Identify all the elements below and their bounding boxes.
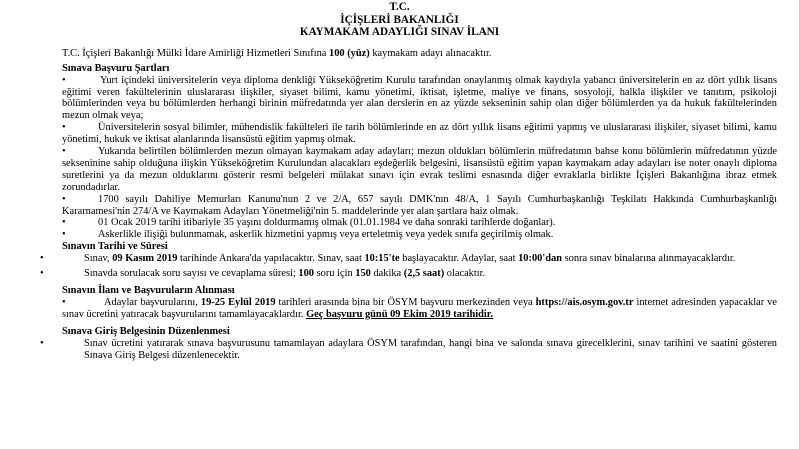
requirement-item: • 01 Ocak 2019 tarihi itibariyle 35 yaşını doldurmamış olmak (01.01.1984 ve daha sonraki tarihlerde doğanlar). [62, 217, 556, 229]
exam-date-item: • Sınav, 09 Kasım 2019 tarihinde Ankara'da yapılacaktır. Sınav, saat 10:15'te başlayacaktır. Adaylar, saat 10:00'dan sonra sınav binalarına alınmayacaklardır. [40, 253, 736, 265]
requirement-item: • Üniversitelerin sosyal bilimler, mühendislik fakülteleri ile tarih bölümlerinde en az dört yıllık lisans eğitimi yapmış ve uluslararası ilişkiler, siyaset bilimi, kamu yönetimi, hukuk ve iktisat alanlarında lisansüstü eğitim yapmış olmak. [62, 122, 777, 146]
section-title-announcement-applications: Sınavın İlanı ve Başvuruların Alınması [62, 285, 235, 296]
document-header [0, 0, 799, 39]
header-line-tc: T.C. [389, 1, 410, 13]
section-title-entry-document: Sınava Giriş Belgesinin Düzenlenmesi [62, 325, 230, 337]
intro-paragraph [0, 39, 799, 60]
section-title-application-requirements: Sınava Başvuru Şartları [62, 62, 170, 74]
header-line-ministry: İÇİŞLERİ BAKANLIĞI [340, 13, 459, 26]
header-line-title: KAYMAKAM ADAYLIĞI SINAV İLANI [299, 26, 500, 39]
exam-duration-item: • Sınavda sorulacak soru sayısı ve cevaplama süresi; 100 soru için 150 dakika (2,5 saat) olacaktır. [40, 268, 486, 280]
requirement-item: • Askerlikle ilişiği bulunmamak, askerlik hizmetini yapmış veya erteletmiş veya yedek sınıfa geçirilmiş olmak. [62, 229, 554, 241]
entry-document-item: • Sınav ücretini yatırarak sınava başvurusunu tamamlayan adaylara ÖSYM tarafından, hangi bina ve salonda sınava girecelklerini, sınav tarihini ve saatini gösteren Sınava Giriş Belgesi düzenlenecektir. [40, 337, 777, 361]
requirement-item: • Yurt içindeki üniversitelerin veya diploma denkliği Yükseköğretim Kurulu tarafından onaylanmış olmak kaydıyla yabancı üniversitelerin en az dört yıllık lisans eğitimi veren fakültelerinin uluslararası ilişkiler, siyaset bilimi, kamu yönetimi, iktisat, işletme, maliye ve finans, sosyoloji, halkla ilişkiler ve tanıtım, psikoloji bölümlerinden veya bu bölümlerden herhangi birinin müfredatında yer alan derslerin en az yüzde sekseninin sahip olan diğer bölümlerden ya da hukuk fakültelerinden mezun olmak veya; [62, 74, 777, 122]
intro-count: 100 (yüz) [329, 47, 370, 59]
osym-website-link[interactable]: https://ais.osym.gov.tr [535, 296, 634, 308]
intro-text-end: kaymakam adayı alınacaktır. [369, 47, 492, 59]
section-title-exam-date: Sınavın Tarihi ve Süresi [62, 241, 168, 253]
intro-text: T.C. İçişleri Bakanlığı Mülki İdare Amirliği Hizmetleri Sınıfına [62, 47, 330, 59]
requirement-item: • 1700 sayılı Dahiliye Memurları Kanunu'nun 2 ve 2/A, 657 sayılı DMK'nın 48/A, 1 Sayılı Cumhurbaşkanlığı Teşkilatı Hakkında Cumhurbaşkanlığı Kararnamesi'nin 274/A ve Kaymakam Adayları Yönetmeliği'nin 5. maddelerinde yer alan şartlara haiz olmak. [62, 193, 777, 217]
requirement-item: • Yukarıda belirtilen bölümlerden mezun olmayan kaymakam aday adayları; mezun oldukları bölümlerin müfredatının bahse konu bölümlerin müfredatının yüzde sekseninine sahip olduğuna ilişkin Yükseköğretim Kurulundan alacakları eşdeğerlik belgesini, lisansüstü eğitim yapan kaymakam aday adayları ise noter onaylı diploma suretlerini ya da mezun olduklarını gösterir resmi belgeleri mülakat sınavı için evrak teslimi esnasında diğer evraklarla birlikte İçişleri Bakanlığına ibraz etmek zorundadırlar. [62, 146, 777, 193]
late-application-notice: Geç başvuru günü 09 Ekim 2019 tarihidir. [306, 308, 494, 320]
application-item: • Adaylar başvurularını, 19-25 Eylül 2019 tarihleri arasında bina bir ÖSYM başvuru merkezinden veya https://ais.osym.gov.tr internet adresinden yapacaklar ve sınav ücretini yatıracak başvurularını tamamlayacaklardır. Geç başvuru günü 09 Ekim 2019 tarihidir. [62, 296, 777, 320]
